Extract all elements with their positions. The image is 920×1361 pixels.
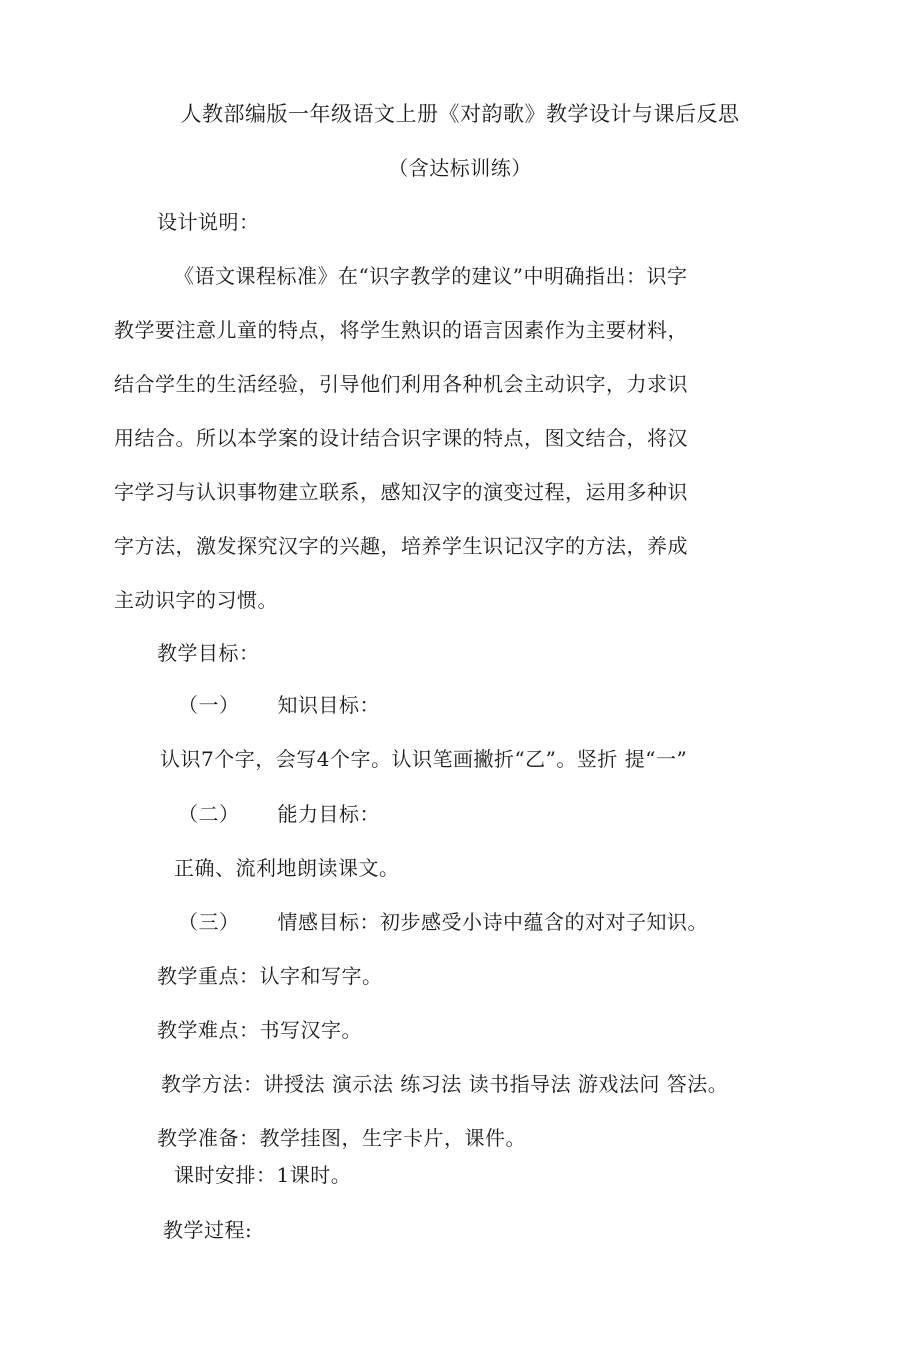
design-paragraph-line: 教学要注意儿童的特点，将学生熟识的语言因素作为主要材料， (114, 318, 688, 342)
document-subtitle: （含达标训练） (388, 156, 532, 180)
goal-ability (178, 801, 380, 827)
goals-heading: 教学目标： (157, 641, 260, 665)
goal-label: 情感目标：初步感受小诗中蕴含的对对子知识。 (277, 910, 708, 934)
goal-number: （三） (178, 910, 240, 934)
process-heading: 教学过程: (163, 1218, 253, 1242)
goal-knowledge (178, 692, 380, 718)
design-heading: 设计说明： (157, 210, 260, 234)
design-paragraph-line: 字学习与认识事物建立联系，感知汉字的演变过程，运用多种识 (114, 480, 688, 504)
teaching-methods: 教学方法：讲授法 演示法 练习法 读书指导法 游戏法问 答法。 (161, 1072, 729, 1096)
design-paragraph-line: 《语文课程标准》在“识字教学的建议”中明确指出：识字 (174, 264, 688, 288)
design-paragraph-line: 字方法，激发探究汉字的兴趣，培养学生识记汉字的方法，养成 (114, 534, 688, 558)
design-paragraph-line: 结合学生的生活经验，引导他们利用各种机会主动识字，力求识 (114, 372, 688, 396)
goal-label: 能力目标： (277, 802, 380, 826)
goal-emotion (178, 909, 708, 935)
key-point: 教学重点：认字和写字。 (157, 964, 383, 988)
goal-knowledge-text: 认识7个字，会写4个字。认识笔画撇折“乙”。竖折 提“一” (160, 747, 688, 771)
document-title: 人教部编版一年级语文上册《对韵歌》教学设计与课后反思 (180, 102, 740, 126)
design-paragraph-line: 用结合。所以本学案的设计结合识字课的特点，图文结合，将汉 (114, 426, 688, 450)
goal-number: （二） (178, 802, 240, 826)
goal-number: （一） (178, 693, 240, 717)
goal-ability-text: 正确、流利地朗读课文。 (174, 856, 400, 880)
lesson-schedule: 课时安排：1课时。 (174, 1163, 352, 1187)
design-paragraph-line: 主动识字的习惯。 (114, 588, 278, 612)
goal-label: 知识目标： (277, 693, 380, 717)
difficulty: 教学难点：书写汉字。 (157, 1018, 362, 1042)
teaching-preparation: 教学准备：教学挂图，生字卡片，课件。 (157, 1126, 526, 1150)
